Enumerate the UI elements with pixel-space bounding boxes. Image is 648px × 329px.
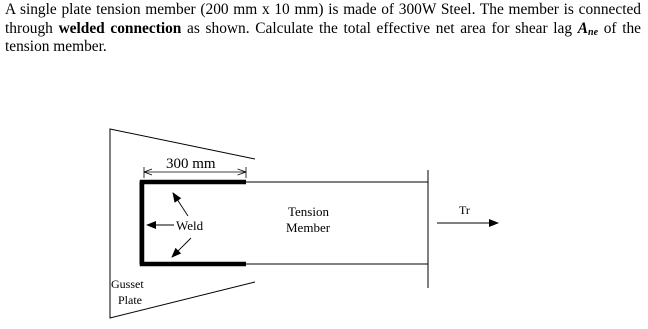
- ane-symbol-subscript: ne: [588, 26, 599, 38]
- weld-leader-top: [173, 193, 188, 216]
- problem-text-start: A single plate tension member (200 mm x 10 mm) is made of 300W Steel. The member is connected through: [5, 1, 641, 37]
- problem-text-mid: as shown. Calculate the total effective net area for shear lag: [181, 19, 578, 37]
- problem-bold-phrase: welded connection: [58, 19, 182, 37]
- ane-symbol-main: A: [577, 19, 589, 37]
- weld-label: Weld: [176, 218, 204, 233]
- weld-leader-bottom: [172, 238, 191, 257]
- dimension-label: 300 mm: [166, 156, 216, 172]
- problem-text-end: of the tension member.: [5, 19, 641, 55]
- force-label: Tr: [459, 203, 470, 217]
- gusset-label-line1: Gusset: [111, 277, 144, 291]
- member-label-line2: Member: [286, 220, 331, 235]
- gusset-label-line2: Plate: [118, 293, 142, 307]
- member-label-line1: Tension: [288, 204, 329, 219]
